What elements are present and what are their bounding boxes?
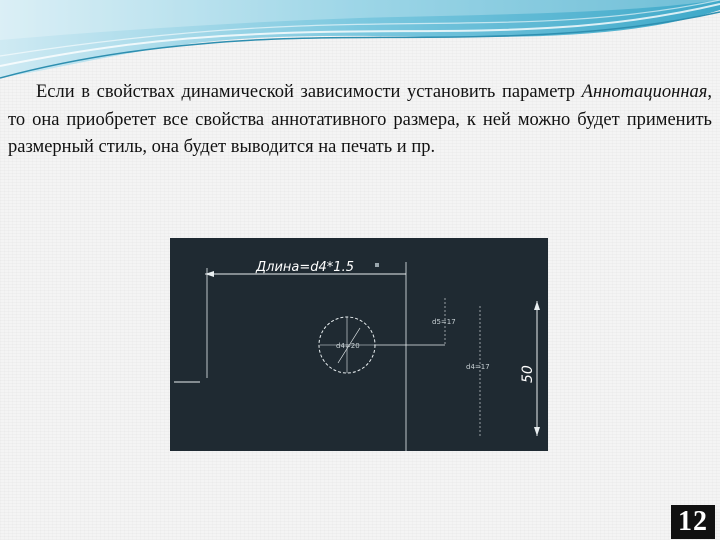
lock-icon [375, 263, 379, 267]
dimension-lower-right: d4=17 [466, 363, 490, 371]
paragraph-text-part1: Если в свойствах динамической зависимости установить параметр [36, 82, 582, 102]
paragraph-text-part2: , то она приобретет все свойства аннотативного размера, к ней можно будет применить размерный стиль, она будет выводится на печать и пр. [8, 82, 712, 157]
length-parameter-label: Длина=d4*1.5 [256, 260, 354, 275]
body-paragraph [8, 79, 712, 162]
page-number-badge: 12 [671, 505, 715, 539]
parameter-emphasis: Аннотационная [581, 82, 708, 102]
cad-drawing-image [170, 238, 548, 451]
dimension-circle: d4=20 [336, 342, 360, 350]
header-wave-decoration [0, 0, 720, 90]
dimension-vertical-50: 50 [520, 365, 536, 383]
dimension-top-right: d5=17 [432, 318, 456, 326]
